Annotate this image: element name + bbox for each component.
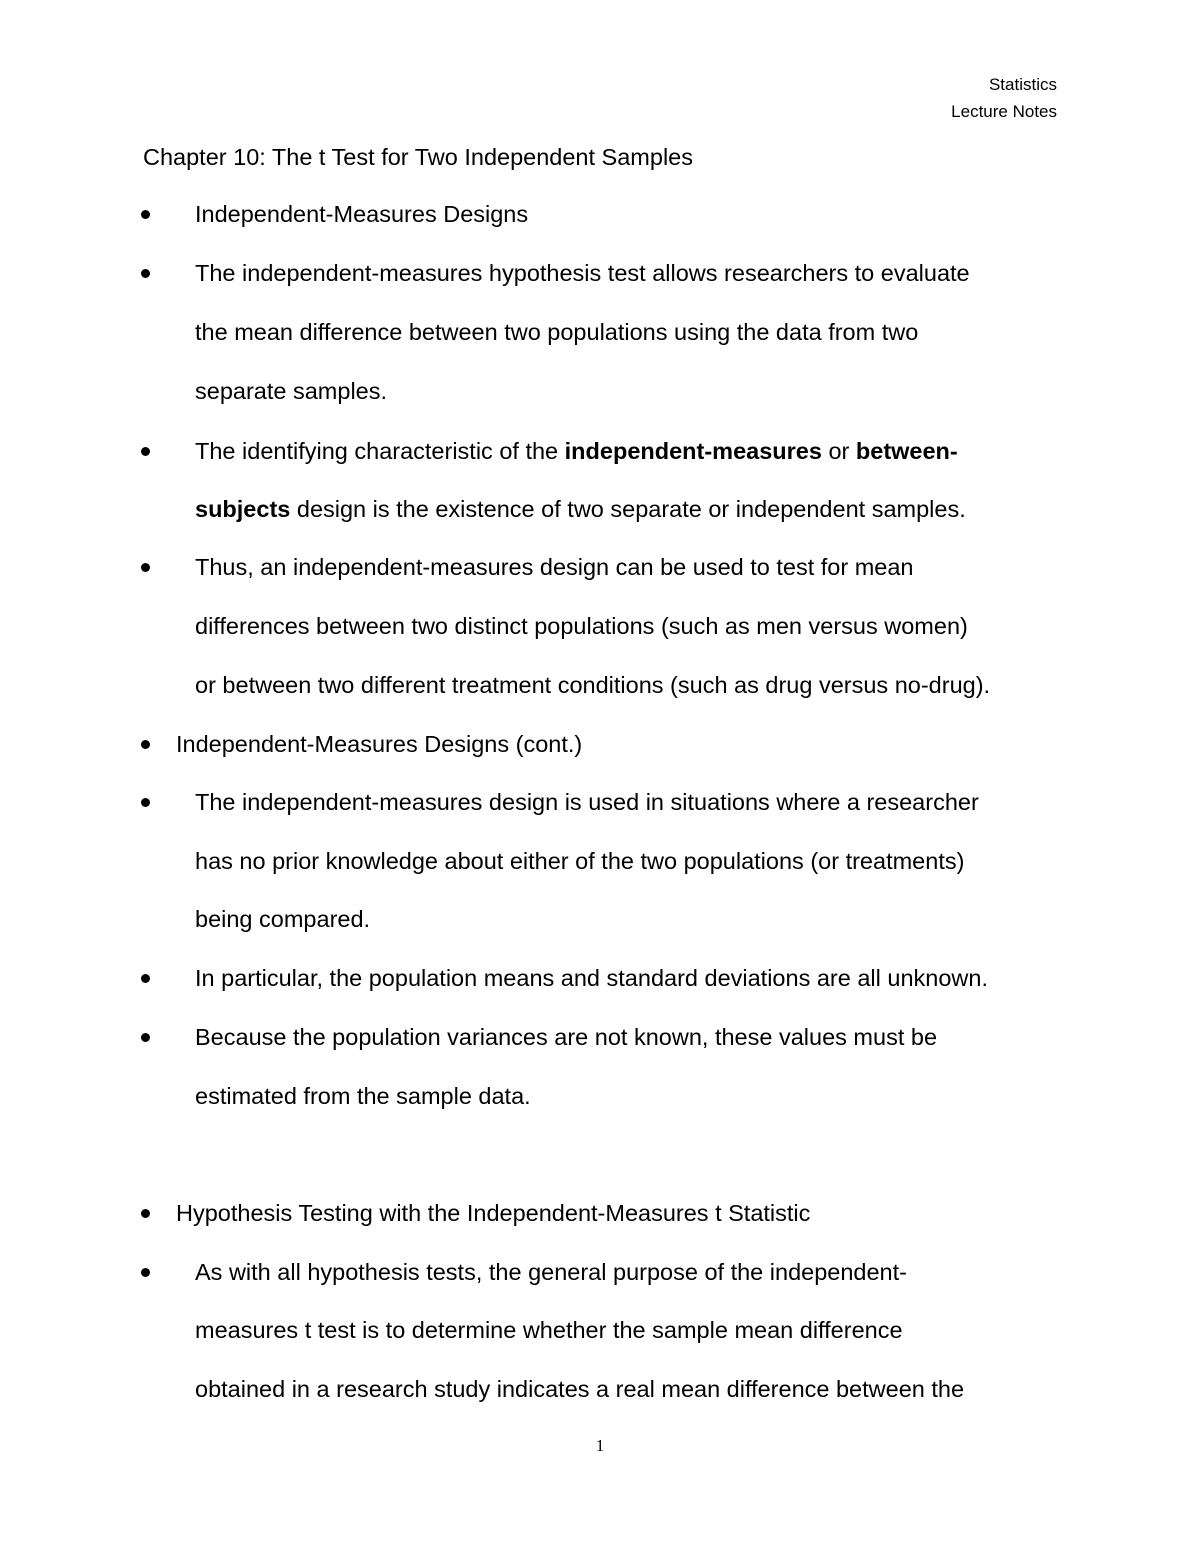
bold-term: subjects — [195, 496, 291, 522]
bullet-icon — [141, 210, 150, 219]
list-item-continuation: being compared. — [195, 906, 371, 932]
bullet-icon — [141, 563, 150, 572]
bullet-icon — [141, 447, 150, 456]
list-item-continuation: obtained in a research study indicates a real mean difference between the — [195, 1376, 965, 1402]
list-item: Thus, an independent-measures design can be used to test for mean — [195, 554, 914, 580]
bold-term: between- — [855, 438, 958, 464]
list-item-continuation: estimated from the sample data. — [195, 1083, 531, 1109]
list-item-continuation: measures t test is to determine whether the sample mean difference — [195, 1317, 903, 1343]
bullet-icon — [141, 269, 150, 278]
list-item-continuation: the mean difference between two populations using the data from two — [195, 319, 919, 345]
list-item-continuation: or between two different treatment conditions (such as drug versus no-drug). — [195, 672, 991, 698]
list-item-continuation: separate samples. — [195, 378, 388, 404]
list-item: In particular, the population means and standard deviations are all unknown. — [195, 965, 988, 991]
bullet-icon — [141, 1209, 150, 1218]
list-item-continuation — [195, 494, 966, 524]
text-segment: The identifying characteristic of the — [195, 438, 565, 464]
bullet-icon — [141, 740, 150, 749]
list-item: Independent-Measures Designs (cont.) — [176, 731, 583, 757]
list-item: As with all hypothesis tests, the general purpose of the independent- — [195, 1259, 907, 1285]
bullet-icon — [141, 1268, 150, 1277]
list-item: Hypothesis Testing with the Independent-Measures t Statistic — [176, 1200, 811, 1226]
text-segment: design is the existence of two separate or independent samples. — [290, 496, 966, 522]
list-item — [195, 436, 958, 466]
bullet-icon — [141, 974, 150, 983]
list-item: The independent-measures hypothesis test allows researchers to evaluate — [195, 260, 970, 286]
header-subject: Statistics — [988, 75, 1057, 94]
bold-term: independent-measures — [564, 438, 822, 464]
list-item-continuation: differences between two distinct populations (such as men versus women) — [195, 613, 968, 639]
bullet-icon — [141, 798, 150, 807]
list-item-continuation: has no prior knowledge about either of the two populations (or treatments) — [195, 848, 965, 874]
page-number: 1 — [595, 1436, 605, 1455]
list-item: The independent-measures design is used in situations where a researcher — [195, 789, 979, 815]
list-item: Because the population variances are not known, these values must be — [195, 1024, 938, 1050]
text-segment: or — [821, 438, 856, 464]
list-item: Independent-Measures Designs — [195, 201, 529, 227]
page-title: Chapter 10: The t Test for Two Independent Samples — [143, 144, 693, 170]
header-doc-type: Lecture Notes — [951, 102, 1057, 121]
bullet-icon — [141, 1033, 150, 1042]
